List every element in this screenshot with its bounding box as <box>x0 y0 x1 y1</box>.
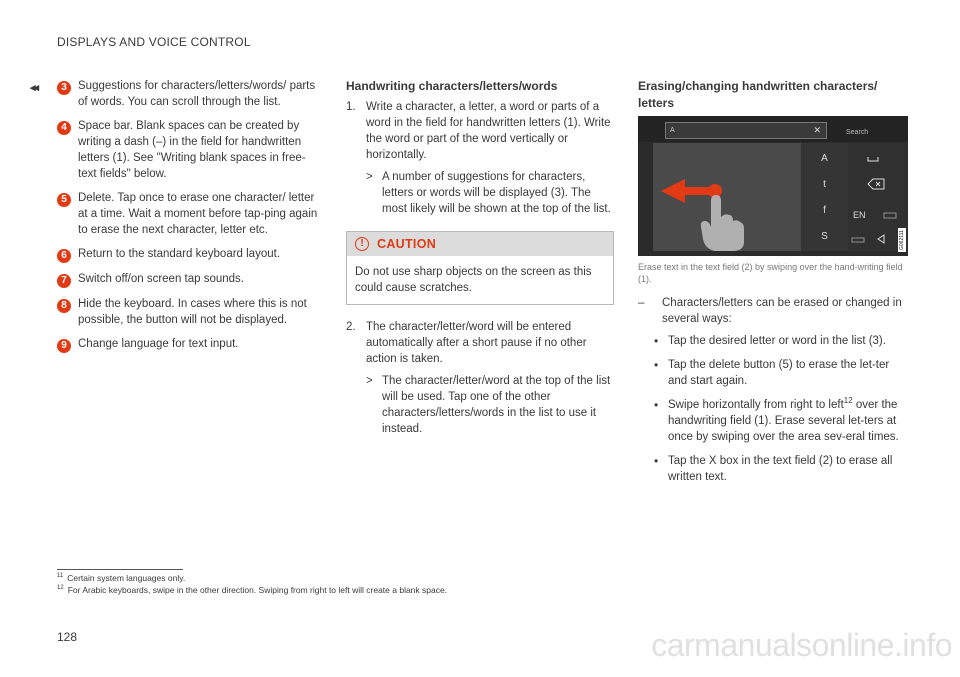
suggestion-item: S <box>821 231 828 242</box>
number-badge: 8 <box>57 299 71 313</box>
footnote <box>57 573 185 583</box>
figure-caption: Erase text in the text field (2) by swiping over the hand-writing field (1). <box>638 262 903 284</box>
bullet-item <box>654 333 908 349</box>
step-2 <box>346 319 614 367</box>
result-text: A number of suggestions for characters, letters or words will be displayed (3). The most likely will be shown at the top of the list. <box>382 171 611 215</box>
number-badge: 3 <box>57 81 71 95</box>
dash-text: Characters/letters can be erased or changed in several ways: <box>662 297 902 325</box>
bullet-text: Tap the X box in the text field (2) to erase all written text. <box>668 455 893 483</box>
figure-field-text: A <box>670 127 675 134</box>
list-item <box>57 78 322 110</box>
footnote-divider <box>57 569 183 570</box>
list-item-text: Change language for text input. <box>78 338 239 350</box>
bullet-text <box>668 397 908 445</box>
figure-text-field <box>665 122 827 139</box>
warning-icon: ! <box>355 237 369 251</box>
suggestion-item: f <box>823 205 826 216</box>
step-result <box>366 373 614 437</box>
step-number: 1. <box>346 101 356 113</box>
continued-icon: ◂◂ <box>30 82 38 94</box>
suggestion-item: A <box>821 153 828 164</box>
bullet-icon: • <box>654 454 659 468</box>
result-arrow-icon: > <box>366 375 373 387</box>
suggestion-item: t <box>823 179 826 190</box>
handwriting-field <box>653 143 801 251</box>
number-badge: 4 <box>57 121 71 135</box>
bullet-icon: • <box>654 358 659 372</box>
suggestion-list <box>801 143 848 251</box>
section-heading: Erasing/changing handwritten characters/ letters <box>638 79 878 110</box>
dash-mark: – <box>638 297 645 309</box>
dash-item <box>638 295 908 327</box>
keyboard-screenshot <box>638 116 908 256</box>
number-badge: 7 <box>57 274 71 288</box>
list-item <box>57 190 322 238</box>
step-number: 2. <box>346 321 356 333</box>
list-item <box>57 271 322 288</box>
bullet-text: Tap the delete button (5) to erase the let-ter and start again. <box>668 359 890 387</box>
footnote <box>57 585 447 595</box>
bullet-item <box>654 397 908 445</box>
list-item-text: Suggestions for characters/letters/words/ parts of words. You can scroll through the list. <box>78 80 316 108</box>
bullet-item <box>654 453 908 485</box>
image-id-label: G062111 <box>898 228 906 252</box>
caution-header <box>347 232 613 256</box>
footnote-ref: 12 <box>843 396 853 406</box>
list-item-text: Hide the keyboard. In cases where this is not possible, the button will not be displayed. <box>78 298 307 326</box>
bullet-item <box>654 357 908 389</box>
list-item-text: Space bar. Blank spaces can be created by writing a dash (–) in the field for handwritten letters (1). See "Writing blank spaces in free-text fields" below. <box>78 120 306 180</box>
number-badge: 9 <box>57 339 71 353</box>
watermark: carmanualsonline.info <box>651 627 952 663</box>
step-text: The character/letter/word will be entered automatically after a short pause if no other action is taken. <box>366 321 587 365</box>
footnote-text: Certain system languages only. <box>67 573 186 583</box>
section-heading: Handwriting characters/letters/words <box>346 79 558 93</box>
caution-body: Do not use sharp objects on the screen as this could cause scratches. <box>355 266 592 294</box>
bullet-icon: • <box>654 334 659 348</box>
caution-title: CAUTION <box>377 237 437 251</box>
step-result <box>366 169 614 217</box>
bullet-icon: • <box>654 398 659 412</box>
clear-icon: ✕ <box>813 125 821 135</box>
list-item <box>57 246 322 263</box>
page-number: 128 <box>57 630 78 644</box>
list-item-text: Delete. Tap once to erase one character/ letter at a time. Wait a moment before tap-ping again to erase the next character, letter etc. <box>78 192 318 236</box>
column-3 <box>638 78 908 493</box>
step-text: Write a character, a letter, a word or parts of a word in the field for handwritten letters (1). Write the word or part of the word vertically or horizontally. <box>366 101 611 161</box>
footnote-number: 11 <box>57 573 64 580</box>
column-2 <box>346 78 614 447</box>
footnote-number: 12 <box>57 585 64 592</box>
bullet-text-part: Swipe horizontally from right to left <box>668 399 844 411</box>
language-key: EN <box>853 210 866 220</box>
list-item-text: Switch off/on screen tap sounds. <box>78 273 244 285</box>
number-badge: 5 <box>57 193 71 207</box>
swipe-hand-icon <box>653 143 801 251</box>
result-text: The character/letter/word at the top of the list will be used. Tap one of the other characters/letters/words in the list to use it instead. <box>382 375 611 435</box>
step-1 <box>346 99 614 163</box>
number-badge: 6 <box>57 249 71 263</box>
list-item-text: Return to the standard keyboard layout. <box>78 248 281 260</box>
bullet-text: Tap the desired letter or word in the list (3). <box>668 335 886 347</box>
list-item <box>57 118 322 182</box>
section-title: DISPLAYS AND VOICE CONTROL <box>57 35 251 49</box>
footnote-text: For Arabic keyboards, swipe in the other direction. Swiping from right to left will create a blank space. <box>67 585 448 595</box>
caution-box <box>346 231 614 305</box>
result-arrow-icon: > <box>366 171 373 183</box>
column-1 <box>57 78 322 361</box>
bullet-text-part: over the handwriting field (1). Erase several let-ters at once by swiping over the area sev-eral times. <box>668 399 899 443</box>
list-item <box>57 336 322 353</box>
list-item <box>57 296 322 328</box>
figure-search-label: Search <box>846 129 869 136</box>
